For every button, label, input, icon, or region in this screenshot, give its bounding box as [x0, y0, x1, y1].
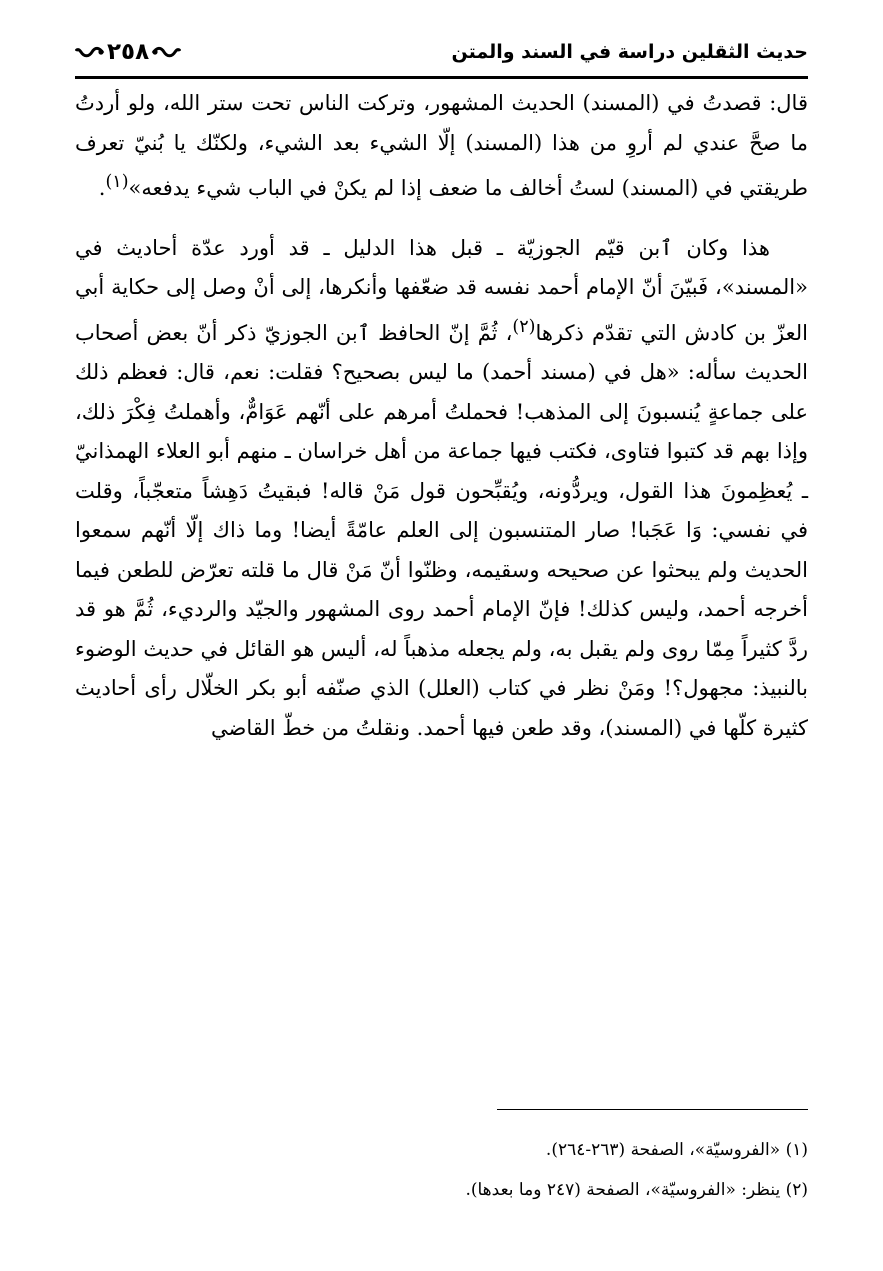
paragraph-2: [75, 229, 808, 749]
ornament-left-icon: [151, 46, 181, 58]
footnotes: [75, 1130, 808, 1210]
ornament-right-icon: [75, 46, 105, 58]
footnote-ref-2: (٢): [512, 316, 536, 337]
page-number: ٢٥٨: [107, 39, 150, 65]
paragraph-1: [75, 84, 808, 209]
footnote-1: (١) «الفروسيّة»، الصفحة (٢٦٣-٢٦٤).: [545, 1140, 808, 1160]
paragraph-1-end: .: [98, 176, 106, 200]
running-title: حديث الثقلين دراسة في السند والمتن: [451, 41, 808, 63]
paragraph-1-text: قال: قصدتُ في (المسند) الحديث المشهور، وتركت الناس تحت ستر الله، ولو أردتُ ما صحَّ عندي لم أروِ من هذا (المسند) إلّا الشيء بعد الشيء، ولكنّك يا بُنيّ تعرف طريقتي في (المسند) لستُ أخالف ما ضعف إذا لم يكنْ في الباب شيء يدفعه»: [75, 91, 808, 200]
running-header: [75, 30, 808, 74]
paragraph-2-text-a: هذا وكان ٱبن قيّم الجوزيّة ـ قبل هذا الدليل ـ قد أورد عدّة أحاديث في «المسند»، فَبيّنَ أنّ الإمام أحمد نفسه قد ضعّفها وأنكرها، إلى أنْ وصل إلى حكاية أبي العزّ بن كادش التي تقدّم ذكرها: [75, 235, 808, 345]
footnote-divider: [497, 1109, 808, 1110]
footnote-ref-1: (١): [105, 172, 129, 192]
header-divider: [75, 76, 808, 79]
footnote-2: (٢) ينظر: «الفروسيّة»، الصفحة (٢٤٧ وما بعدها).: [465, 1180, 808, 1200]
paragraph-2-text-b: ، ثُمَّ إنّ الحافظ ٱبن الجوزيّ ذكر أنّ بعض أصحاب الحديث سأله: «هل في (مسند أحمد) ما ليس بصحيح؟ فقلت: نعم، قال: فعظم ذلك على جماعةٍ يُنسبونَ إلى المذهب! فحملتُ أمرهم على أنّهم عَوَامٌّ، وأهملتُ فِكْرَ ذلك، وإذا بهم قد كتبوا فتاوى، فكتب فيها جماعة من أهل خراسان ـ منهم أبو العلاء الهمذانيّ ـ يُعظِمونَ هذا القول، ويردُّونه، ويُقبِّحون قول مَنْ قاله! فبقيتُ دَهِشاً متعجّباً، وقلت في نفسي: وَا عَجَبا! صار المتنسبون إلى العلم عامّةً أيضا! وما ذاك إلّا أنّهم سمعوا الحديث ولم يبحثوا عن صحيحه وسقيمه، وظنّوا أنّ مَنْ قال ما قلته تعرّض للطعن فيما أخرجه أحمد، وليس كذلك! فإنّ الإمام أحمد روى المشهور والجيّد والرديء، ثُمَّ هو قد ردَّ كثيراً مِمّا روى ولم يقبل به، ولم يجعله مذهباً له، أليس هو القائل في حديث الوضوء بالنبيذ: مجهول؟! ومَنْ نظر في كتاب (العلل) الذي صنّفه أبو بكر الخلّال رأى أحاديث كثيرة كلّها في (المسند)، وقد طعن فيها أحمد. ونقلتُ من خطّ القاضي: [75, 320, 808, 740]
main-text: [75, 84, 808, 748]
page-number-group: [75, 39, 181, 65]
